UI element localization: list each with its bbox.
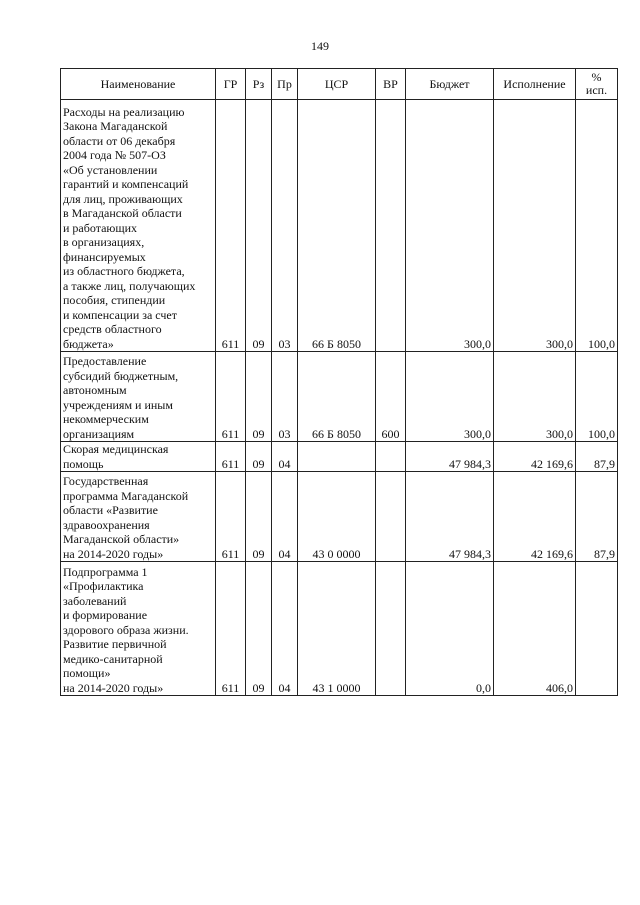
header-percent-label: исп. (585, 83, 608, 97)
header-name: Наименование (61, 69, 216, 100)
row-percent: 87,9 (576, 472, 618, 562)
row-execution: 42 169,6 (494, 472, 576, 562)
row-rz: 09 (246, 442, 272, 472)
header-csr: ЦСР (298, 69, 376, 100)
table-row (61, 442, 618, 472)
row-csr: 66 Б 8050 (298, 100, 376, 352)
table-row (61, 562, 618, 696)
header-budget: Бюджет (406, 69, 494, 100)
row-execution: 300,0 (494, 352, 576, 442)
row-pr: 04 (272, 472, 298, 562)
row-execution: 42 169,6 (494, 442, 576, 472)
row-pr: 04 (272, 562, 298, 696)
header-execution: Исполнение (494, 69, 576, 100)
row-pr: 03 (272, 352, 298, 442)
header-vr: ВР (376, 69, 406, 100)
row-rz: 09 (246, 472, 272, 562)
row-csr: 43 0 0000 (298, 472, 376, 562)
header-row (61, 69, 618, 100)
table-row (61, 472, 618, 562)
row-execution: 300,0 (494, 100, 576, 352)
row-budget: 300,0 (406, 100, 494, 352)
row-percent: 87,9 (576, 442, 618, 472)
row-gr: 611 (216, 472, 246, 562)
row-name: Подпрограмма 1 «Профилактика заболеваний и формирование здорового образа жизни. Развитие первичной медико-санитарной помощи» на 2014-2020 годы» (61, 562, 216, 696)
row-percent (576, 562, 618, 696)
row-name: Расходы на реализацию Закона Магаданской области от 06 декабря 2004 года № 507-ОЗ «Об установлении гарантий и компенсаций для лиц, проживающих в Магаданской области и работающих в организациях, финансируемых из областного бюджета, а также лиц, получающих пособия, стипендии и компенсации за счет средств областного бюджета» (61, 100, 216, 352)
row-vr (376, 562, 406, 696)
header-gr: ГР (216, 69, 246, 100)
row-percent: 100,0 (576, 100, 618, 352)
row-budget: 300,0 (406, 352, 494, 442)
row-budget: 47 984,3 (406, 442, 494, 472)
row-name: Предоставление субсидий бюджетным, автономным учреждениям и иным некоммерческим организациям (61, 352, 216, 442)
row-vr: 600 (376, 352, 406, 442)
row-budget: 47 984,3 (406, 472, 494, 562)
row-pr: 04 (272, 442, 298, 472)
row-rz: 09 (246, 352, 272, 442)
table-row (61, 100, 618, 352)
header-rz: Рз (246, 69, 272, 100)
row-gr: 611 (216, 352, 246, 442)
row-name: Государственная программа Магаданской области «Развитие здравоохранения Магаданской области» на 2014-2020 годы» (61, 472, 216, 562)
row-percent: 100,0 (576, 352, 618, 442)
row-pr: 03 (272, 100, 298, 352)
row-vr (376, 442, 406, 472)
row-vr (376, 472, 406, 562)
header-pr: Пр (272, 69, 298, 100)
row-gr: 611 (216, 100, 246, 352)
row-rz: 09 (246, 562, 272, 696)
row-vr (376, 100, 406, 352)
row-execution: 406,0 (494, 562, 576, 696)
budget-table (60, 68, 618, 696)
row-csr (298, 442, 376, 472)
row-gr: 611 (216, 442, 246, 472)
row-budget: 0,0 (406, 562, 494, 696)
page-number: 149 (311, 39, 329, 53)
row-csr: 43 1 0000 (298, 562, 376, 696)
row-rz: 09 (246, 100, 272, 352)
header-percent (576, 69, 618, 100)
table-header (61, 69, 618, 100)
table-body (61, 100, 618, 696)
table-row (61, 352, 618, 442)
row-csr: 66 Б 8050 (298, 352, 376, 442)
row-gr: 611 (216, 562, 246, 696)
row-name: Скорая медицинская помощь (61, 442, 216, 472)
header-percent-symbol: % (591, 70, 602, 84)
